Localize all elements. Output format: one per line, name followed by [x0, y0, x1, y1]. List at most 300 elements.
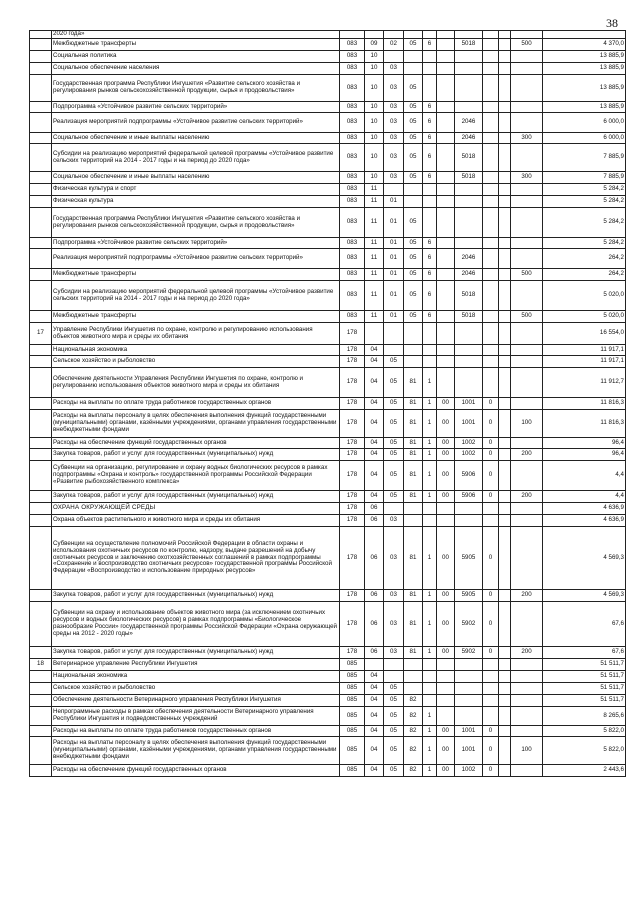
- table-row: [30, 39, 626, 51]
- code-expense: [455, 323, 483, 345]
- code-subprogram: [423, 63, 437, 75]
- code-extra2: [499, 737, 511, 765]
- code-vr: [511, 683, 543, 695]
- code-vr: [511, 356, 543, 368]
- table-row: [30, 449, 626, 461]
- code-subprogram: [423, 345, 437, 356]
- code-program: 05: [404, 102, 423, 113]
- code-gr: 085: [340, 695, 365, 707]
- code-expense: 1002: [455, 449, 483, 461]
- page-number: 38: [606, 16, 618, 30]
- row-sum: 5 020,0: [543, 281, 626, 311]
- code-program: 81: [404, 491, 423, 503]
- code-expense: 2046: [455, 113, 483, 133]
- code-vr: [511, 527, 543, 590]
- code-extra2: [499, 726, 511, 737]
- table-row: [30, 726, 626, 737]
- table-row: [30, 311, 626, 323]
- code-direction: [437, 503, 455, 515]
- code-subprogram: [423, 196, 437, 208]
- code-vr: [511, 345, 543, 356]
- row-name: Социальное обеспечение населения: [52, 63, 340, 75]
- row-name: Субвенции на осуществление полномочий Российской Федерации в области охраны и использования охотничьих ресурсов по контролю, надзору, выдаче разрешений на добычу охотничьих ресурсов и заключению охотхозяйственных соглашений в рамках подпрограммы «Сохранение и воспроизводство охотничьих ресурсов» государственной программы Российской Федерации «Воспроизводство и использование природных ресурсов»: [52, 527, 340, 590]
- table-row: [30, 184, 626, 196]
- row-sum: 51 511,7: [543, 695, 626, 707]
- row-sum: 11 912,7: [543, 368, 626, 398]
- code-expense: 1001: [455, 737, 483, 765]
- row-number: [30, 449, 52, 461]
- code-gr: 085: [340, 659, 365, 671]
- code-expense: [455, 31, 483, 39]
- code-direction: [437, 133, 455, 144]
- code-rz: 04: [365, 683, 384, 695]
- row-sum: 4,4: [543, 461, 626, 491]
- code-vr: 500: [511, 39, 543, 51]
- code-subprogram: 1: [423, 368, 437, 398]
- code-extra2: [499, 602, 511, 647]
- code-extra2: [499, 311, 511, 323]
- code-vr: [511, 281, 543, 311]
- row-number: [30, 31, 52, 39]
- code-pr: 03: [384, 63, 404, 75]
- code-rz: 11: [365, 249, 384, 269]
- row-name: Физическая культура: [52, 196, 340, 208]
- code-subprogram: 6: [423, 281, 437, 311]
- code-rz: 06: [365, 647, 384, 659]
- code-rz: 10: [365, 102, 384, 113]
- row-name: Сельское хозяйство и рыболовство: [52, 356, 340, 368]
- code-gr: 083: [340, 51, 365, 63]
- row-name: Охрана объектов растительного и животного мира и среды их обитания: [52, 515, 340, 527]
- row-number: [30, 249, 52, 269]
- table-row: [30, 438, 626, 449]
- code-expense: [455, 356, 483, 368]
- code-program: 05: [404, 208, 423, 238]
- code-extra: [483, 75, 499, 102]
- code-direction: 00: [437, 647, 455, 659]
- code-gr: 178: [340, 398, 365, 410]
- code-pr: 03: [384, 113, 404, 133]
- code-vr: [511, 368, 543, 398]
- code-pr: 03: [384, 647, 404, 659]
- row-number: [30, 75, 52, 102]
- code-direction: [437, 695, 455, 707]
- code-vr: [511, 515, 543, 527]
- code-pr: [384, 51, 404, 63]
- code-expense: [455, 238, 483, 249]
- code-pr: 05: [384, 410, 404, 438]
- code-program: [404, 671, 423, 683]
- code-direction: 00: [437, 726, 455, 737]
- code-gr: 083: [340, 249, 365, 269]
- code-extra: [483, 102, 499, 113]
- row-name: Закупка товаров, работ и услуг для государственных (муниципальных) нужд: [52, 590, 340, 602]
- code-rz: 04: [365, 737, 384, 765]
- code-rz: 06: [365, 602, 384, 647]
- code-expense: 5902: [455, 602, 483, 647]
- table-row: [30, 51, 626, 63]
- code-direction: 00: [437, 398, 455, 410]
- code-extra2: [499, 491, 511, 503]
- code-vr: [511, 726, 543, 737]
- code-expense: [455, 683, 483, 695]
- row-name: Обеспечение деятельности Управления Республики Ингушетия по охране, контролю и регулированию использования объектов животного мира и среды их обитания: [52, 368, 340, 398]
- code-rz: 04: [365, 449, 384, 461]
- code-extra: [483, 172, 499, 184]
- code-extra2: [499, 269, 511, 281]
- row-number: [30, 196, 52, 208]
- code-expense: 5905: [455, 527, 483, 590]
- code-extra2: [499, 461, 511, 491]
- code-expense: [455, 102, 483, 113]
- code-subprogram: 6: [423, 172, 437, 184]
- row-number: [30, 208, 52, 238]
- code-vr: [511, 196, 543, 208]
- table-row: [30, 602, 626, 647]
- code-program: 05: [404, 172, 423, 184]
- code-program: [404, 503, 423, 515]
- code-program: 05: [404, 113, 423, 133]
- code-pr: 05: [384, 683, 404, 695]
- code-gr: 085: [340, 671, 365, 683]
- code-gr: 085: [340, 765, 365, 777]
- code-extra2: [499, 515, 511, 527]
- code-rz: 10: [365, 144, 384, 172]
- code-extra: 0: [483, 602, 499, 647]
- code-gr: 083: [340, 281, 365, 311]
- code-pr: [384, 671, 404, 683]
- code-extra: [483, 345, 499, 356]
- row-sum: 264,2: [543, 269, 626, 281]
- budget-table: [29, 30, 626, 777]
- code-direction: [437, 208, 455, 238]
- code-direction: [437, 113, 455, 133]
- table-row: [30, 737, 626, 765]
- code-subprogram: [423, 695, 437, 707]
- code-direction: [437, 659, 455, 671]
- code-vr: 500: [511, 269, 543, 281]
- code-subprogram: 6: [423, 133, 437, 144]
- row-sum: 7 885,9: [543, 172, 626, 184]
- code-expense: [455, 503, 483, 515]
- code-vr: [511, 503, 543, 515]
- code-subprogram: 6: [423, 39, 437, 51]
- code-vr: [511, 144, 543, 172]
- code-gr: 178: [340, 461, 365, 491]
- row-name: Обеспечение деятельности Ветеринарного управления Республики Ингушетия: [52, 695, 340, 707]
- code-extra2: [499, 647, 511, 659]
- row-name: Закупка товаров, работ и услуг для государственных (муниципальных) нужд: [52, 449, 340, 461]
- table-row: [30, 208, 626, 238]
- code-subprogram: [423, 671, 437, 683]
- code-expense: 1001: [455, 410, 483, 438]
- code-gr: 083: [340, 172, 365, 184]
- row-sum: 5 822,0: [543, 726, 626, 737]
- code-vr: [511, 249, 543, 269]
- code-program: 81: [404, 602, 423, 647]
- code-rz: 11: [365, 311, 384, 323]
- code-program: 81: [404, 438, 423, 449]
- row-name: Государственная программа Республики Ингушетия «Развитие сельского хозяйства и регулирования рынков сельскохозяйственной продукции, сырья и продовольствия»: [52, 75, 340, 102]
- code-subprogram: 1: [423, 491, 437, 503]
- row-sum: 67,6: [543, 647, 626, 659]
- code-direction: 00: [437, 527, 455, 590]
- code-vr: [511, 602, 543, 647]
- code-expense: [455, 345, 483, 356]
- table-row: [30, 75, 626, 102]
- code-rz: 10: [365, 133, 384, 144]
- code-rz: 04: [365, 368, 384, 398]
- code-direction: [437, 707, 455, 726]
- row-sum: 67,6: [543, 602, 626, 647]
- code-gr: 178: [340, 515, 365, 527]
- code-extra: 0: [483, 438, 499, 449]
- code-gr: 083: [340, 75, 365, 102]
- code-program: 05: [404, 238, 423, 249]
- code-extra: [483, 249, 499, 269]
- code-rz: 10: [365, 51, 384, 63]
- row-number: [30, 707, 52, 726]
- code-vr: 100: [511, 410, 543, 438]
- code-extra2: [499, 249, 511, 269]
- code-gr: 083: [340, 269, 365, 281]
- code-program: 05: [404, 249, 423, 269]
- code-vr: [511, 765, 543, 777]
- code-pr: [384, 323, 404, 345]
- code-pr: 01: [384, 208, 404, 238]
- row-sum: 4 636,9: [543, 503, 626, 515]
- code-extra2: [499, 133, 511, 144]
- code-subprogram: 1: [423, 726, 437, 737]
- code-pr: 03: [384, 515, 404, 527]
- table-row: [30, 695, 626, 707]
- code-pr: 03: [384, 602, 404, 647]
- code-vr: 200: [511, 590, 543, 602]
- table-row: [30, 102, 626, 113]
- code-extra: [483, 323, 499, 345]
- code-rz: 10: [365, 172, 384, 184]
- code-extra: 0: [483, 461, 499, 491]
- code-subprogram: 1: [423, 398, 437, 410]
- row-sum: 8 265,6: [543, 707, 626, 726]
- code-program: 05: [404, 75, 423, 102]
- code-pr: 01: [384, 238, 404, 249]
- code-program: [404, 659, 423, 671]
- code-extra: [483, 356, 499, 368]
- row-name: Ветеринарное управление Республики Ингушетия: [52, 659, 340, 671]
- row-sum: [543, 31, 626, 39]
- code-subprogram: 6: [423, 144, 437, 172]
- table-row: [30, 133, 626, 144]
- code-direction: [437, 238, 455, 249]
- code-extra2: [499, 51, 511, 63]
- row-name: 2020 года»: [52, 31, 340, 39]
- code-direction: [437, 102, 455, 113]
- code-vr: 200: [511, 647, 543, 659]
- code-pr: 03: [384, 172, 404, 184]
- code-pr: 03: [384, 133, 404, 144]
- code-extra2: [499, 323, 511, 345]
- code-expense: 5018: [455, 172, 483, 184]
- code-direction: [437, 75, 455, 102]
- code-gr: 083: [340, 63, 365, 75]
- code-extra2: [499, 172, 511, 184]
- code-gr: 178: [340, 438, 365, 449]
- code-extra2: [499, 75, 511, 102]
- code-gr: 083: [340, 113, 365, 133]
- row-sum: 13 885,9: [543, 75, 626, 102]
- code-pr: 03: [384, 590, 404, 602]
- code-subprogram: 6: [423, 269, 437, 281]
- row-sum: 4 569,3: [543, 590, 626, 602]
- code-extra: [483, 281, 499, 311]
- row-number: [30, 113, 52, 133]
- row-number: [30, 647, 52, 659]
- row-name: Реализация мероприятий подпрограммы «Устойчивое развитие сельских территорий»: [52, 249, 340, 269]
- row-name: Сельское хозяйство и рыболовство: [52, 683, 340, 695]
- code-vr: 300: [511, 133, 543, 144]
- table-row: [30, 368, 626, 398]
- table-row: [30, 269, 626, 281]
- code-gr: 178: [340, 345, 365, 356]
- code-rz: 11: [365, 184, 384, 196]
- code-rz: [365, 659, 384, 671]
- code-extra: [483, 184, 499, 196]
- row-name: Субсидии на реализацию мероприятий федеральной целевой программы «Устойчивое развитие сельских территорий на 2014 - 2017 годы и на период до 2020 года»: [52, 281, 340, 311]
- code-program: [404, 196, 423, 208]
- code-program: 05: [404, 144, 423, 172]
- code-extra2: [499, 683, 511, 695]
- code-rz: 06: [365, 503, 384, 515]
- code-direction: [437, 269, 455, 281]
- code-direction: [437, 683, 455, 695]
- code-gr: 083: [340, 311, 365, 323]
- row-number: [30, 461, 52, 491]
- row-sum: 4 370,0: [543, 39, 626, 51]
- code-gr: 178: [340, 323, 365, 345]
- code-direction: [437, 368, 455, 398]
- code-pr: 05: [384, 356, 404, 368]
- code-extra: [483, 515, 499, 527]
- row-name: Подпрограмма «Устойчивое развитие сельских территорий»: [52, 102, 340, 113]
- table-row: [30, 323, 626, 345]
- code-vr: [511, 113, 543, 133]
- code-extra2: [499, 449, 511, 461]
- row-sum: 11 816,3: [543, 410, 626, 438]
- code-extra: [483, 671, 499, 683]
- code-rz: 11: [365, 269, 384, 281]
- code-gr: 083: [340, 184, 365, 196]
- code-gr: 083: [340, 238, 365, 249]
- code-pr: 05: [384, 461, 404, 491]
- code-extra: [483, 659, 499, 671]
- row-sum: 4,4: [543, 491, 626, 503]
- row-name: Социальное обеспечение и иные выплаты населению: [52, 172, 340, 184]
- code-subprogram: [423, 515, 437, 527]
- table-row: [30, 238, 626, 249]
- code-direction: 00: [437, 461, 455, 491]
- code-gr: 178: [340, 527, 365, 590]
- code-program: 81: [404, 647, 423, 659]
- table-row: [30, 461, 626, 491]
- row-name: Непрограммные расходы в рамках обеспечения деятельности Ветеринарного управления Республики Ингушетия и подведомственных учреждений: [52, 707, 340, 726]
- code-rz: 04: [365, 356, 384, 368]
- code-gr: 178: [340, 491, 365, 503]
- row-number: [30, 63, 52, 75]
- row-sum: 11 917,1: [543, 356, 626, 368]
- code-gr: 083: [340, 144, 365, 172]
- code-vr: [511, 51, 543, 63]
- code-vr: [511, 695, 543, 707]
- code-extra2: [499, 695, 511, 707]
- row-number: 17: [30, 323, 52, 345]
- row-number: [30, 683, 52, 695]
- code-direction: [437, 281, 455, 311]
- code-rz: 04: [365, 438, 384, 449]
- table-row: [30, 503, 626, 515]
- code-direction: [437, 39, 455, 51]
- code-rz: 04: [365, 671, 384, 683]
- code-program: 81: [404, 461, 423, 491]
- code-pr: 03: [384, 527, 404, 590]
- code-expense: 1001: [455, 726, 483, 737]
- code-subprogram: [423, 51, 437, 63]
- code-rz: 11: [365, 281, 384, 311]
- code-program: 05: [404, 133, 423, 144]
- code-program: [404, 345, 423, 356]
- row-number: [30, 172, 52, 184]
- row-name: Социальное обеспечение и иные выплаты населению: [52, 133, 340, 144]
- table-row: [30, 356, 626, 368]
- code-pr: 03: [384, 102, 404, 113]
- code-rz: 04: [365, 726, 384, 737]
- table-row: [30, 63, 626, 75]
- code-pr: [384, 503, 404, 515]
- code-extra2: [499, 208, 511, 238]
- code-subprogram: 1: [423, 449, 437, 461]
- row-number: [30, 281, 52, 311]
- code-vr: 300: [511, 172, 543, 184]
- row-sum: 11 917,1: [543, 345, 626, 356]
- row-name: Субвенции на организацию, регулирование и охрану водных биологических ресурсов в рамках подпрограммы «Охрана и контроль» государственной программы Российской Федерации «Развитие рыбохозяйственного комплекса»: [52, 461, 340, 491]
- code-direction: [437, 196, 455, 208]
- table-row: [30, 172, 626, 184]
- table-row: [30, 707, 626, 726]
- code-extra2: [499, 398, 511, 410]
- code-gr: 083: [340, 102, 365, 113]
- code-program: 05: [404, 39, 423, 51]
- row-number: [30, 39, 52, 51]
- code-pr: 05: [384, 726, 404, 737]
- code-subprogram: 6: [423, 311, 437, 323]
- code-vr: [511, 184, 543, 196]
- code-extra2: [499, 659, 511, 671]
- code-subprogram: [423, 356, 437, 368]
- row-number: [30, 144, 52, 172]
- row-name: Управление Республики Ингушетия по охране, контролю и регулированию использования объектов животного мира и среды их обитания: [52, 323, 340, 345]
- code-gr: 178: [340, 449, 365, 461]
- code-vr: [511, 102, 543, 113]
- code-gr: [340, 31, 365, 39]
- code-extra: [483, 683, 499, 695]
- code-pr: [384, 659, 404, 671]
- code-program: [404, 63, 423, 75]
- row-number: [30, 238, 52, 249]
- code-gr: 083: [340, 196, 365, 208]
- code-extra2: [499, 281, 511, 311]
- code-program: 82: [404, 765, 423, 777]
- row-name: Межбюджетные трансферты: [52, 39, 340, 51]
